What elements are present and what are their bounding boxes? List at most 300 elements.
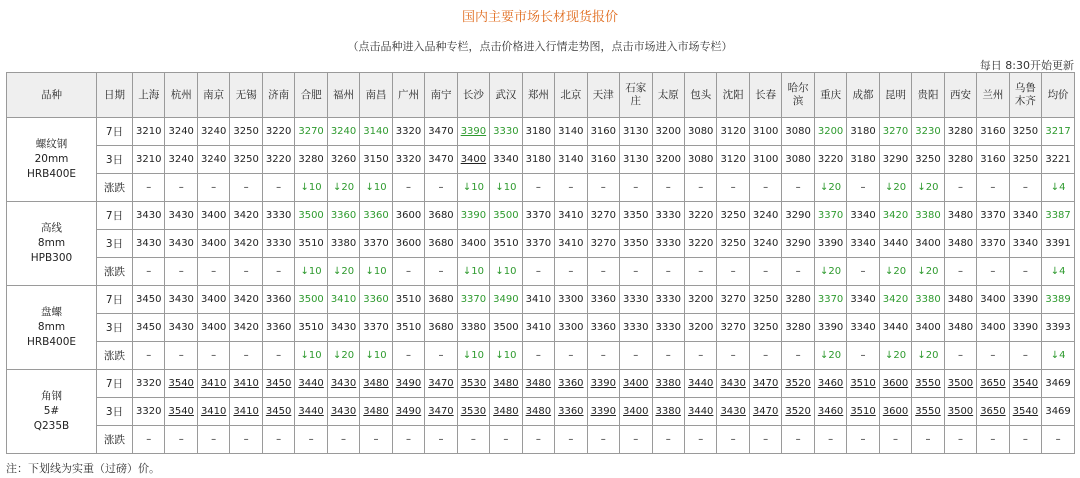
price-cell[interactable]: 3450 (133, 286, 165, 314)
price-cell[interactable]: 3360 (587, 286, 619, 314)
price-cell[interactable]: 3400 (977, 286, 1009, 314)
row-label: 3日 (97, 314, 133, 342)
price-cell[interactable]: 3410 (197, 398, 229, 426)
price-cell[interactable]: 3540 (1009, 370, 1041, 398)
header-market[interactable]: 重庆 (814, 73, 846, 118)
price-cell[interactable]: 3410 (522, 314, 554, 342)
price-cell[interactable]: 3400 (197, 314, 229, 342)
price-cell[interactable]: 3410 (522, 286, 554, 314)
price-cell[interactable]: 3410 (197, 370, 229, 398)
price-cell[interactable]: 3510 (847, 370, 879, 398)
price-cell[interactable]: 3370 (977, 230, 1009, 258)
price-cell[interactable]: 3220 (814, 146, 846, 174)
price-cell[interactable]: 3330 (652, 202, 684, 230)
price-cell[interactable]: 3470 (425, 370, 457, 398)
price-cell[interactable]: 3100 (749, 146, 781, 174)
price-cell[interactable]: 3680 (425, 286, 457, 314)
price-change-cell: – (652, 426, 684, 454)
price-cell[interactable]: 3500 (944, 370, 976, 398)
price-change-cell: – (782, 174, 814, 202)
price-cell[interactable]: 3100 (749, 118, 781, 146)
price-cell[interactable]: 3250 (1009, 118, 1041, 146)
price-cell[interactable]: 3160 (977, 146, 1009, 174)
price-change-cell: – (522, 258, 554, 286)
header-market[interactable]: 石家庄 (620, 73, 652, 118)
price-change-cell: – (944, 342, 976, 370)
header-market[interactable]: 成都 (847, 73, 879, 118)
price-cell[interactable]: 3430 (717, 370, 749, 398)
price-cell[interactable]: 3600 (879, 398, 911, 426)
price-cell[interactable]: 3450 (262, 370, 294, 398)
price-cell[interactable]: 3600 (392, 230, 424, 258)
price-cell[interactable]: 3390 (457, 118, 489, 146)
price-cell[interactable]: 3400 (197, 286, 229, 314)
header-market[interactable]: 福州 (327, 73, 359, 118)
price-cell[interactable]: 3470 (425, 146, 457, 174)
table-row (7, 174, 1075, 202)
price-cell[interactable]: 3240 (197, 118, 229, 146)
header-market[interactable]: 天津 (587, 73, 619, 118)
average-price-cell: 3221 (1042, 146, 1075, 174)
price-cell[interactable]: 3360 (555, 398, 587, 426)
price-cell[interactable]: 3400 (197, 230, 229, 258)
price-cell[interactable]: 3430 (327, 314, 359, 342)
price-cell[interactable]: 3430 (133, 230, 165, 258)
price-cell[interactable]: 3650 (977, 370, 1009, 398)
price-change-cell: – (1009, 174, 1041, 202)
price-cell[interactable]: 3510 (295, 314, 327, 342)
price-cell[interactable]: 3200 (814, 118, 846, 146)
price-cell[interactable]: 3510 (392, 286, 424, 314)
price-cell[interactable]: 3510 (295, 230, 327, 258)
price-cell[interactable]: 3680 (425, 314, 457, 342)
price-cell[interactable]: 3180 (847, 146, 879, 174)
price-cell[interactable]: 3340 (490, 146, 522, 174)
price-cell[interactable]: 3420 (230, 202, 262, 230)
price-cell[interactable]: 3500 (295, 286, 327, 314)
price-cell[interactable]: 3500 (295, 202, 327, 230)
product-cell[interactable] (7, 286, 97, 370)
price-cell[interactable]: 3360 (262, 286, 294, 314)
price-cell[interactable]: 3250 (1009, 146, 1041, 174)
price-change-cell: – (392, 258, 424, 286)
price-cell[interactable]: 3490 (490, 286, 522, 314)
price-cell[interactable]: 3200 (652, 146, 684, 174)
price-cell[interactable]: 3140 (555, 118, 587, 146)
price-cell[interactable]: 3120 (717, 118, 749, 146)
price-cell[interactable]: 3390 (814, 230, 846, 258)
price-cell[interactable]: 3400 (912, 314, 944, 342)
price-cell[interactable]: 3430 (165, 314, 197, 342)
price-cell[interactable]: 3220 (262, 146, 294, 174)
price-cell[interactable]: 3370 (457, 286, 489, 314)
header-market[interactable]: 南京 (197, 73, 229, 118)
price-cell[interactable]: 3480 (360, 370, 392, 398)
price-cell[interactable]: 3250 (912, 146, 944, 174)
price-cell[interactable]: 3270 (879, 118, 911, 146)
header-market[interactable]: 广州 (392, 73, 424, 118)
price-cell[interactable]: 3400 (912, 230, 944, 258)
price-cell[interactable]: 3160 (977, 118, 1009, 146)
price-cell[interactable]: 3220 (684, 230, 716, 258)
price-cell[interactable]: 3330 (652, 230, 684, 258)
price-cell[interactable]: 3470 (425, 118, 457, 146)
header-market[interactable]: 武汉 (490, 73, 522, 118)
price-cell[interactable]: 3130 (620, 118, 652, 146)
price-cell[interactable]: 3200 (652, 118, 684, 146)
price-cell[interactable]: 3240 (749, 202, 781, 230)
price-cell[interactable]: 3330 (652, 286, 684, 314)
price-cell[interactable]: 3480 (360, 398, 392, 426)
price-cell[interactable]: 3440 (684, 370, 716, 398)
price-cell[interactable]: 3120 (717, 146, 749, 174)
price-cell[interactable]: 3340 (1009, 230, 1041, 258)
price-cell[interactable]: 3340 (1009, 202, 1041, 230)
price-cell[interactable]: 3240 (165, 146, 197, 174)
price-change-cell: ↓10 (490, 174, 522, 202)
price-cell[interactable]: 3680 (425, 230, 457, 258)
price-cell[interactable]: 3360 (360, 202, 392, 230)
price-cell[interactable]: 3370 (814, 286, 846, 314)
price-cell[interactable]: 3250 (717, 202, 749, 230)
header-product: 品种 (7, 73, 97, 118)
price-cell[interactable]: 3550 (912, 370, 944, 398)
price-change-cell: ↓10 (457, 258, 489, 286)
price-cell[interactable]: 3240 (327, 118, 359, 146)
price-cell[interactable]: 3280 (782, 314, 814, 342)
price-cell[interactable]: 3360 (262, 314, 294, 342)
price-cell[interactable]: 3430 (327, 370, 359, 398)
price-cell[interactable]: 3330 (620, 314, 652, 342)
price-change-cell: – (684, 258, 716, 286)
price-cell[interactable]: 3390 (814, 314, 846, 342)
price-cell[interactable]: 3430 (133, 202, 165, 230)
average-price-cell: 3469 (1042, 370, 1075, 398)
price-cell[interactable]: 3340 (847, 314, 879, 342)
price-cell[interactable]: 3330 (262, 202, 294, 230)
price-cell[interactable]: 3150 (360, 146, 392, 174)
price-cell[interactable]: 3200 (684, 286, 716, 314)
product-cell[interactable] (7, 118, 97, 202)
price-cell[interactable]: 3290 (879, 146, 911, 174)
price-cell[interactable]: 3290 (782, 202, 814, 230)
price-cell[interactable]: 3300 (555, 286, 587, 314)
price-cell[interactable]: 3420 (879, 202, 911, 230)
price-cell[interactable]: 3350 (620, 230, 652, 258)
price-change-cell: – (782, 342, 814, 370)
price-cell[interactable]: 3420 (230, 230, 262, 258)
price-cell[interactable]: 3280 (944, 146, 976, 174)
price-change-cell: – (944, 258, 976, 286)
price-cell[interactable]: 3540 (165, 370, 197, 398)
price-cell[interactable]: 3380 (912, 202, 944, 230)
price-cell[interactable]: 3420 (879, 286, 911, 314)
price-cell[interactable]: 3440 (879, 314, 911, 342)
price-cell[interactable]: 3430 (327, 398, 359, 426)
price-cell[interactable]: 3370 (977, 202, 1009, 230)
price-cell[interactable]: 3540 (1009, 398, 1041, 426)
price-cell[interactable]: 3470 (749, 398, 781, 426)
price-cell[interactable]: 3470 (425, 398, 457, 426)
price-cell[interactable]: 3410 (230, 370, 262, 398)
price-cell[interactable]: 3370 (522, 230, 554, 258)
price-cell[interactable]: 3540 (165, 398, 197, 426)
price-change-cell: ↓10 (360, 258, 392, 286)
price-cell[interactable]: 3510 (847, 398, 879, 426)
price-cell[interactable]: 3160 (587, 146, 619, 174)
price-cell[interactable]: 3280 (944, 118, 976, 146)
price-cell[interactable]: 3080 (782, 146, 814, 174)
row-label: 7日 (97, 202, 133, 230)
price-cell[interactable]: 3400 (457, 230, 489, 258)
price-cell[interactable]: 3270 (295, 118, 327, 146)
header-market[interactable]: 兰州 (977, 73, 1009, 118)
price-cell[interactable]: 3650 (977, 398, 1009, 426)
price-change-cell: – (425, 342, 457, 370)
header-market[interactable]: 沈阳 (717, 73, 749, 118)
price-cell[interactable]: 3400 (620, 398, 652, 426)
price-cell[interactable]: 3530 (457, 370, 489, 398)
header-market[interactable]: 郑州 (522, 73, 554, 118)
price-cell[interactable]: 3140 (555, 146, 587, 174)
price-cell[interactable]: 3500 (490, 202, 522, 230)
price-cell[interactable]: 3350 (620, 202, 652, 230)
price-cell[interactable]: 3600 (879, 370, 911, 398)
price-cell[interactable]: 3240 (749, 230, 781, 258)
price-cell[interactable]: 3500 (944, 398, 976, 426)
price-cell[interactable]: 3270 (717, 286, 749, 314)
header-market[interactable]: 合肥 (295, 73, 327, 118)
price-change-cell: – (847, 342, 879, 370)
price-cell[interactable]: 3430 (165, 286, 197, 314)
price-cell[interactable]: 3500 (490, 314, 522, 342)
price-cell[interactable]: 3250 (749, 314, 781, 342)
price-cell[interactable]: 3250 (749, 286, 781, 314)
price-cell[interactable]: 3370 (360, 230, 392, 258)
price-cell[interactable]: 3460 (814, 370, 846, 398)
price-cell[interactable]: 3420 (230, 314, 262, 342)
price-cell[interactable]: 3480 (490, 370, 522, 398)
price-change-cell: ↓10 (295, 258, 327, 286)
header-market[interactable]: 长春 (749, 73, 781, 118)
price-cell[interactable]: 3300 (555, 314, 587, 342)
price-cell[interactable]: 3180 (522, 118, 554, 146)
header-market[interactable]: 包头 (684, 73, 716, 118)
price-cell[interactable]: 3480 (944, 314, 976, 342)
price-cell[interactable]: 3250 (717, 230, 749, 258)
price-cell[interactable]: 3400 (197, 202, 229, 230)
price-cell[interactable]: 3490 (392, 370, 424, 398)
price-cell[interactable]: 3460 (814, 398, 846, 426)
price-change-cell: – (133, 426, 165, 454)
price-cell[interactable]: 3480 (490, 398, 522, 426)
price-change-cell: ↓20 (912, 258, 944, 286)
price-cell[interactable]: 3360 (555, 370, 587, 398)
price-change-cell: – (555, 342, 587, 370)
price-cell[interactable]: 3320 (133, 398, 165, 426)
price-cell[interactable]: 3320 (392, 118, 424, 146)
price-cell[interactable]: 3240 (197, 146, 229, 174)
header-market[interactable]: 无锡 (230, 73, 262, 118)
price-change-cell: – (392, 342, 424, 370)
header-market[interactable]: 昆明 (879, 73, 911, 118)
price-cell[interactable]: 3140 (360, 118, 392, 146)
product-cell[interactable] (7, 370, 97, 454)
price-cell[interactable]: 3530 (457, 398, 489, 426)
price-cell[interactable]: 3250 (230, 118, 262, 146)
price-change-cell: – (977, 174, 1009, 202)
price-cell[interactable]: 3200 (684, 314, 716, 342)
price-cell[interactable]: 3360 (587, 314, 619, 342)
price-cell[interactable]: 3320 (133, 370, 165, 398)
price-cell[interactable]: 3250 (230, 146, 262, 174)
price-cell[interactable]: 3430 (165, 202, 197, 230)
price-cell[interactable]: 3390 (1009, 286, 1041, 314)
price-cell[interactable]: 3470 (749, 370, 781, 398)
price-cell[interactable]: 3400 (457, 146, 489, 174)
price-cell[interactable]: 3370 (360, 314, 392, 342)
price-cell[interactable]: 3440 (879, 230, 911, 258)
price-cell[interactable]: 3410 (327, 286, 359, 314)
price-cell[interactable]: 3180 (847, 118, 879, 146)
price-cell[interactable]: 3480 (522, 370, 554, 398)
price-cell[interactable]: 3270 (587, 230, 619, 258)
price-cell[interactable]: 3220 (262, 118, 294, 146)
price-cell[interactable]: 3280 (295, 146, 327, 174)
price-cell[interactable]: 3480 (944, 202, 976, 230)
price-change-cell: ↓20 (327, 174, 359, 202)
price-cell[interactable]: 3160 (587, 118, 619, 146)
price-cell[interactable]: 3260 (327, 146, 359, 174)
price-cell[interactable]: 3480 (944, 286, 976, 314)
price-change-cell: – (944, 426, 976, 454)
price-cell[interactable]: 3390 (457, 202, 489, 230)
price-cell[interactable]: 3490 (392, 398, 424, 426)
price-cell[interactable]: 3510 (392, 314, 424, 342)
price-cell[interactable]: 3380 (912, 286, 944, 314)
header-market[interactable]: 乌鲁木齐 (1009, 73, 1041, 118)
price-cell[interactable]: 3280 (782, 286, 814, 314)
price-cell[interactable]: 3420 (230, 286, 262, 314)
price-cell[interactable]: 3270 (717, 314, 749, 342)
price-cell[interactable]: 3340 (847, 230, 879, 258)
price-cell[interactable]: 3390 (587, 398, 619, 426)
price-change-cell: – (652, 342, 684, 370)
price-cell[interactable]: 3550 (912, 398, 944, 426)
price-change-cell: – (847, 426, 879, 454)
price-cell[interactable]: 3410 (555, 202, 587, 230)
price-cell[interactable]: 3380 (652, 370, 684, 398)
price-cell[interactable]: 3450 (262, 398, 294, 426)
price-cell[interactable]: 3390 (587, 370, 619, 398)
price-change-cell: ↓20 (912, 342, 944, 370)
price-change-cell: – (555, 174, 587, 202)
price-change-cell: – (977, 426, 1009, 454)
price-cell[interactable]: 3340 (847, 202, 879, 230)
price-cell[interactable]: 3380 (327, 230, 359, 258)
price-cell[interactable]: 3370 (522, 202, 554, 230)
price-cell[interactable]: 3210 (133, 118, 165, 146)
header-market[interactable]: 北京 (555, 73, 587, 118)
product-grade: Q235B (33, 420, 70, 432)
price-cell[interactable]: 3440 (295, 370, 327, 398)
price-cell[interactable]: 3330 (620, 286, 652, 314)
price-cell[interactable]: 3390 (1009, 314, 1041, 342)
header-market[interactable]: 上海 (133, 73, 165, 118)
price-cell[interactable]: 3220 (684, 202, 716, 230)
price-cell[interactable]: 3450 (133, 314, 165, 342)
table-header-row (7, 73, 1075, 118)
header-market[interactable]: 长沙 (457, 73, 489, 118)
header-market[interactable]: 西安 (944, 73, 976, 118)
product-cell[interactable] (7, 202, 97, 286)
price-cell[interactable]: 3080 (684, 146, 716, 174)
header-market[interactable]: 太原 (652, 73, 684, 118)
price-cell[interactable]: 3400 (977, 314, 1009, 342)
price-cell[interactable]: 3380 (457, 314, 489, 342)
header-market[interactable]: 杭州 (165, 73, 197, 118)
price-cell[interactable]: 3230 (912, 118, 944, 146)
product-name: 螺纹钢 (35, 138, 68, 150)
price-change-cell: – (1009, 258, 1041, 286)
price-cell[interactable]: 3270 (587, 202, 619, 230)
price-cell[interactable]: 3330 (652, 314, 684, 342)
price-cell[interactable]: 3320 (392, 146, 424, 174)
price-cell[interactable]: 3380 (652, 398, 684, 426)
price-cell[interactable]: 3410 (230, 398, 262, 426)
price-cell[interactable]: 3440 (295, 398, 327, 426)
price-change-cell: – (620, 258, 652, 286)
row-label: 涨跌 (97, 342, 133, 370)
price-cell[interactable]: 3360 (327, 202, 359, 230)
price-change-cell: – (1009, 342, 1041, 370)
price-cell[interactable]: 3600 (392, 202, 424, 230)
header-market[interactable]: 南昌 (360, 73, 392, 118)
price-cell[interactable]: 3520 (782, 370, 814, 398)
price-cell[interactable]: 3480 (522, 398, 554, 426)
price-cell[interactable]: 3430 (165, 230, 197, 258)
price-change-cell: – (587, 174, 619, 202)
price-cell[interactable]: 3080 (782, 118, 814, 146)
header-market[interactable]: 济南 (262, 73, 294, 118)
price-cell[interactable]: 3440 (684, 398, 716, 426)
price-cell[interactable]: 3330 (490, 118, 522, 146)
price-cell[interactable]: 3180 (522, 146, 554, 174)
price-cell[interactable]: 3480 (944, 230, 976, 258)
price-cell[interactable]: 3290 (782, 230, 814, 258)
price-cell[interactable]: 3360 (360, 286, 392, 314)
price-cell[interactable]: 3410 (555, 230, 587, 258)
price-cell[interactable]: 3080 (684, 118, 716, 146)
price-cell[interactable]: 3130 (620, 146, 652, 174)
header-market[interactable]: 南宁 (425, 73, 457, 118)
price-cell[interactable]: 3430 (717, 398, 749, 426)
price-cell[interactable]: 3520 (782, 398, 814, 426)
header-market[interactable]: 贵阳 (912, 73, 944, 118)
price-cell[interactable]: 3400 (620, 370, 652, 398)
price-cell[interactable]: 3340 (847, 286, 879, 314)
price-cell[interactable]: 3330 (262, 230, 294, 258)
product-spec: 8mm (37, 237, 66, 249)
price-cell[interactable]: 3680 (425, 202, 457, 230)
price-change-cell: – (587, 258, 619, 286)
price-cell[interactable]: 3240 (165, 118, 197, 146)
price-cell[interactable]: 3370 (814, 202, 846, 230)
price-cell[interactable]: 3210 (133, 146, 165, 174)
price-cell[interactable]: 3510 (490, 230, 522, 258)
product-grade: HRB400E (26, 168, 77, 180)
header-market[interactable]: 哈尔滨 (782, 73, 814, 118)
